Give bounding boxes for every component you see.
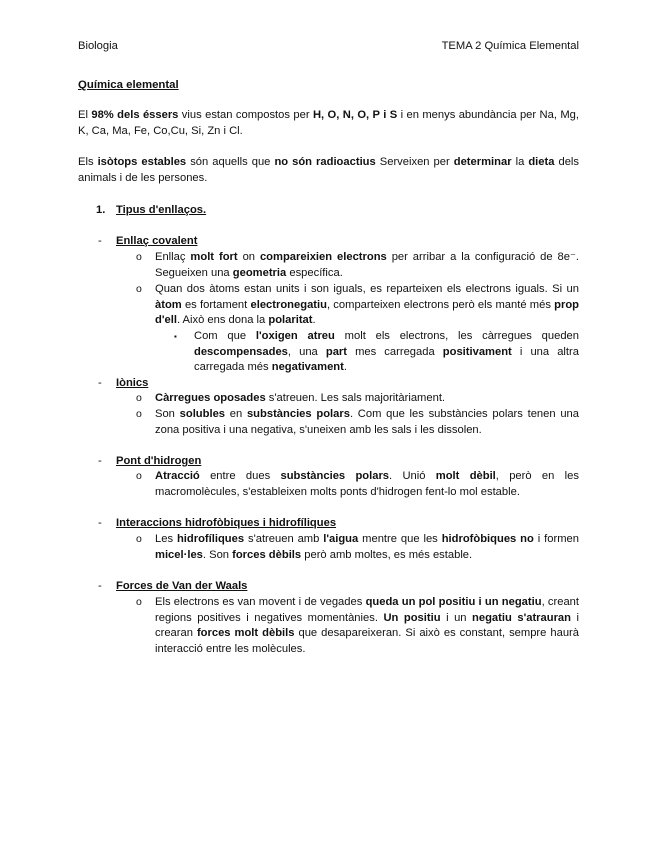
text-run: Els electrons es van movent i de vegades — [155, 596, 366, 608]
text-run: es fortament — [181, 298, 251, 311]
dash-bullet: - — [98, 455, 102, 467]
item-label-hydrogen-bond: Pont d'hidrogen — [116, 455, 202, 467]
bold-term: queda un pol positiu i un negatiu — [365, 596, 542, 608]
dash-bullet: - — [98, 235, 102, 247]
text-run: , comparteixen electrons però els manté més — [326, 298, 555, 311]
text-run: en — [225, 408, 247, 420]
sub-item-text — [155, 250, 579, 281]
item-label-hydrophobic: Interaccions hidrofòbiques i hidrofíliques — [116, 517, 337, 529]
dash-bullet: - — [98, 580, 102, 592]
circle-bullet: o — [136, 596, 142, 608]
sub-item-text — [155, 407, 579, 438]
bold-term: compareixien electrons — [259, 251, 387, 263]
sub-item-covalent-1 — [136, 250, 579, 281]
bold-term: negatiu s'atrauran — [472, 611, 571, 624]
item-label-ionics: Iònics — [116, 377, 149, 389]
bold-term: l'aigua — [323, 533, 359, 545]
text-run: són aquells que — [186, 156, 275, 168]
text-run: dels animals i de les persones. — [78, 156, 580, 184]
item-label-covalent: Enllaç covalent — [116, 235, 198, 247]
bold-term: part — [325, 345, 347, 358]
circle-bullet: o — [136, 283, 142, 295]
text-run: Enllaç — [155, 251, 191, 263]
bold-term: forces molt dèbils — [196, 627, 295, 639]
bold-term: dieta — [528, 156, 555, 168]
sub-item-text — [155, 391, 579, 407]
text-run: per arribar a la configuració de 8e⁻. Segueixen una — [155, 251, 579, 279]
bold-term: descompensades — [194, 345, 288, 358]
bold-term: micel·les — [155, 548, 203, 561]
intro-paragraph-isotopes — [78, 155, 579, 186]
bold-term: Atracció — [155, 470, 200, 482]
circle-bullet: o — [136, 470, 142, 482]
circle-bullet: o — [136, 408, 142, 420]
section-heading — [96, 203, 206, 219]
bold-term: l'oxigen atreu — [255, 330, 335, 342]
text-run: però amb moltes, es més estable. — [301, 548, 473, 561]
sub-item-text — [155, 532, 579, 563]
dash-bullet: - — [98, 377, 102, 389]
sub-item-van-der-waals-1 — [136, 595, 579, 657]
bold-term: àtom — [155, 298, 182, 311]
text-run: i una altra carregada més — [194, 345, 579, 373]
text-run: la — [511, 156, 529, 168]
sub-item-hydrophobic-1 — [136, 532, 579, 563]
text-run: específica. — [286, 266, 343, 279]
bold-term: H, O, N, O, P i S — [312, 109, 398, 121]
bold-term: solubles — [179, 408, 226, 420]
section-title: Tipus d'enllaços. — [116, 204, 207, 216]
section-number: 1. — [96, 204, 106, 216]
text-run: que desapareixeran. Si això es constant, sempre haurà interacció entre les molècules. — [155, 627, 579, 655]
text-run: i en menys abundància per Na, Mg, K, Ca, Ma, Fe, Co,Cu, Si, Zn i Cl. — [78, 109, 579, 137]
bold-term: molt fort — [190, 251, 238, 263]
bold-term: negativament — [271, 361, 344, 373]
bold-term: polaritat — [268, 314, 313, 326]
header-topic: TEMA 2 Química Elemental — [441, 40, 579, 52]
sub-item-text — [155, 282, 579, 329]
text-run: Els — [78, 156, 98, 168]
sub-item-ionics-1 — [136, 391, 579, 407]
bold-term: Un positiu — [383, 611, 441, 624]
text-run: entre dues — [199, 470, 281, 482]
text-run: . — [343, 361, 347, 373]
bold-term: substàncies polars — [246, 408, 350, 420]
bold-term: isòtops estables — [97, 156, 187, 168]
circle-bullet: o — [136, 251, 142, 263]
bold-term: determinar — [453, 156, 512, 168]
text-run: , creant regions positives i negatives momentànies. — [155, 596, 579, 624]
bold-term: substàncies polars — [280, 470, 390, 482]
sub-item-ionics-2 — [136, 407, 579, 438]
text-run: mentre que les — [358, 533, 442, 545]
text-run: Son — [155, 408, 180, 420]
text-run: . Això ens dona la — [176, 314, 269, 326]
bold-term: forces dèbils — [232, 548, 302, 561]
bold-term: Càrregues oposades — [155, 392, 266, 404]
subsub-item-text — [194, 329, 579, 376]
circle-bullet: o — [136, 392, 142, 404]
sub-item-hydrogen-1 — [136, 469, 579, 500]
text-run: i formen — [533, 533, 579, 545]
text-run: Serveixen per — [375, 156, 454, 168]
bold-term: positivament — [442, 345, 512, 358]
bold-term: prop d'ell — [155, 298, 579, 326]
circle-bullet: o — [136, 533, 142, 545]
bold-term: molt dèbil — [435, 470, 496, 482]
header-subject: Biologia — [78, 40, 118, 52]
sub-item-covalent-2 — [136, 282, 579, 329]
text-run: . Com que les substàncies polars tenen una zona positiva i una negativa, s'uneixen amb les sals i les dissolen. — [155, 408, 579, 436]
bold-term: geometria — [232, 266, 287, 279]
text-run: mes carregada — [347, 345, 443, 358]
bold-term: no són radioactius — [274, 156, 376, 168]
sub-item-text — [155, 469, 579, 500]
text-run: s'atreuen. Les sals majoritàriament. — [265, 392, 446, 404]
text-run: El — [78, 109, 92, 121]
text-run: i un — [440, 611, 473, 624]
text-run: on — [237, 251, 260, 263]
text-run: Quan dos àtoms estan units i son iguals, es reparteixen els electrons iguals. Si un — [155, 283, 579, 295]
subsub-item-covalent-1 — [174, 329, 579, 376]
text-run: s'atreuen amb — [244, 533, 324, 545]
text-run: Les — [155, 533, 177, 545]
text-run: . Unió — [389, 470, 436, 482]
dash-bullet: - — [98, 517, 102, 529]
item-label-van-der-waals: Forces de Van der Waals — [116, 580, 248, 592]
text-run: , una — [287, 345, 326, 358]
bold-term: electronegatiu — [250, 298, 327, 311]
text-run: i crearan — [155, 611, 580, 639]
square-bullet: ▪ — [174, 332, 177, 341]
bold-term: hidrofíliques — [176, 533, 245, 545]
intro-paragraph-composition — [78, 108, 579, 139]
bold-term: 98% dels éssers — [91, 109, 179, 121]
text-run: vius estan compostos per — [178, 109, 313, 121]
text-run: , però en les macromolècules, s'estableixen molts ponts d'hidrogen fent-lo mol estable. — [155, 470, 579, 498]
bold-term: hidrofòbiques no — [441, 533, 534, 545]
text-run: Com que — [194, 330, 256, 342]
document-title: Química elemental — [78, 79, 179, 91]
text-run: . Son — [202, 548, 233, 561]
text-run: molt els electrons, les càrregues queden — [334, 330, 579, 342]
page-header — [78, 39, 579, 55]
sub-item-text — [155, 595, 579, 657]
text-run: . — [312, 314, 316, 326]
